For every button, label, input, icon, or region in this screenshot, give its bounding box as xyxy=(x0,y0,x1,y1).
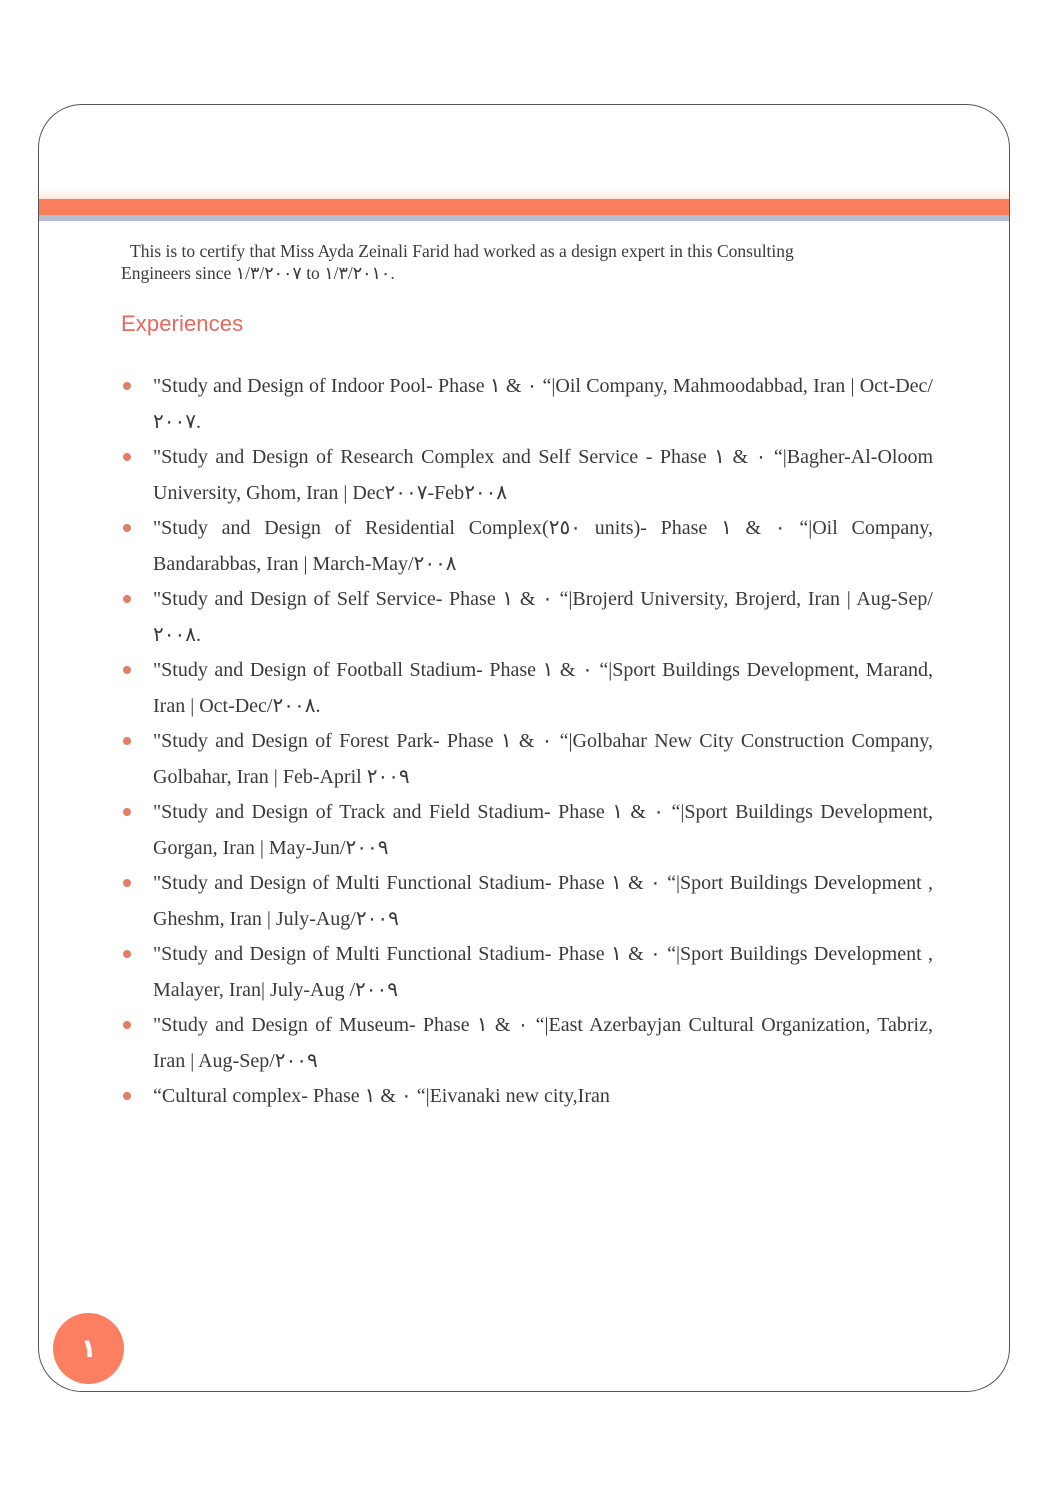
experience-text: "Study and Design of Research Complex and Self Service - Phase ٠ & ١ “|Bagher-Al-Oloom University, Ghom, Iran | Dec٢٠٠٧-Feb٢٠٠٨ xyxy=(153,446,933,504)
experience-text: "Study and Design of Self Service- Phase ٠ & ١ “|Brojerd University, Brojerd, Iran | Aug-Sep/٢٠٠٨. xyxy=(153,588,933,646)
bullet-icon xyxy=(123,808,131,816)
experience-item xyxy=(121,866,933,937)
experience-text: "Study and Design of Multi Functional Stadium- Phase ٠ & ١ “|Sport Buildings Development , Malayer, Iran| July-Aug /٢٠٠٩ xyxy=(153,943,933,1001)
experience-text: “Cultural complex- Phase ٠ & ١ “|Eivanaki new city,Iran xyxy=(153,1085,610,1107)
experience-text: "Study and Design of Residential Complex(٢٥٠ units)- Phase ٠ & ١ “|Oil Company, Bandarabbas, Iran | March-May/٢٠٠٨ xyxy=(153,517,934,575)
header-band-orange xyxy=(39,199,1009,215)
header-band-gray xyxy=(39,215,1009,221)
experience-text: "Study and Design of Football Stadium- Phase ٠ & ١ “|Sport Buildings Development, Marand, Iran | Oct-Dec/٢٠٠٨. xyxy=(153,659,934,717)
page-number: ١ xyxy=(80,1333,97,1364)
bullet-icon xyxy=(123,666,131,674)
certification-line-1: This is to certify that Miss Ayda Zeinali Farid had worked as a design expert in this Consulting xyxy=(130,241,794,261)
bullet-icon xyxy=(123,524,131,532)
experience-text: "Study and Design of Track and Field Stadium- Phase ٠ & ١ “|Sport Buildings Development, Gorgan, Iran | May-Jun/٢٠٠٩ xyxy=(153,801,933,859)
experience-item xyxy=(121,582,933,653)
bullet-icon xyxy=(123,382,131,390)
experience-item xyxy=(121,795,933,866)
experience-item xyxy=(121,937,933,1008)
bullet-icon xyxy=(123,879,131,887)
bullet-icon xyxy=(123,1092,131,1100)
experience-item xyxy=(121,1079,933,1115)
experience-list xyxy=(121,369,933,1115)
bullet-icon xyxy=(123,1021,131,1029)
bullet-icon xyxy=(123,737,131,745)
bullet-icon xyxy=(123,453,131,461)
certification-line-2: Engineers since ١/٣/٢٠٠٧ to ١/٣/٢٠١٠. xyxy=(121,263,395,283)
experience-item xyxy=(121,724,933,795)
experience-item xyxy=(121,653,933,724)
page-number-badge xyxy=(53,1313,124,1384)
certification-statement xyxy=(121,240,931,284)
bullet-icon xyxy=(123,950,131,958)
experience-text: "Study and Design of Multi Functional Stadium- Phase ٠ & ١ “|Sport Buildings Development , Gheshm, Iran | July-Aug/٢٠٠٩ xyxy=(153,872,933,930)
experience-item xyxy=(121,440,933,511)
experience-item xyxy=(121,1008,933,1079)
experience-item xyxy=(121,511,933,582)
experience-text: "Study and Design of Forest Park- Phase ٠ & ١ “|Golbahar New City Construction Company, Golbahar, Iran | Feb-April ٢٠٠٩ xyxy=(153,730,933,788)
experience-text: "Study and Design of Indoor Pool- Phase ٠ & ١ “|Oil Company, Mahmoodabbad, Iran | Oct-Dec/٢٠٠٧. xyxy=(153,375,933,433)
bullet-icon xyxy=(123,595,131,603)
experience-text: "Study and Design of Museum- Phase ٠ & ١ “|East Azerbayjan Cultural Organization, Tabriz, Iran | Aug-Sep/٢٠٠٩ xyxy=(153,1014,933,1072)
section-heading-experiences: Experiences xyxy=(121,311,244,336)
experience-item xyxy=(121,369,933,440)
